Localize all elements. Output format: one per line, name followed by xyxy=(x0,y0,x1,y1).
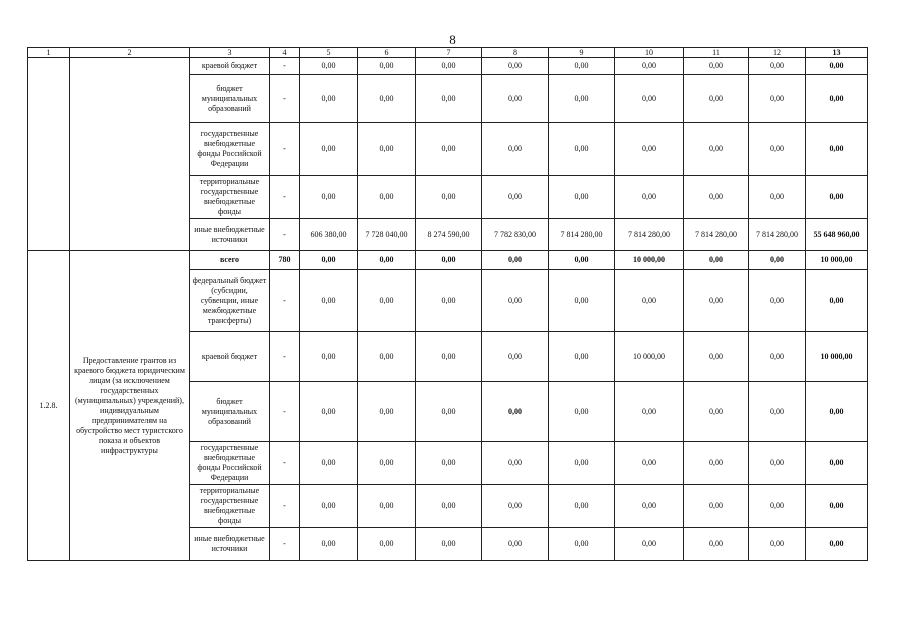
amount-cell: 0,00 xyxy=(549,382,615,442)
funding-source-label: иные внебюджетные источники xyxy=(190,219,270,251)
funding-source-label: территориальные государственные внебюджетные фонды xyxy=(190,485,270,528)
indicator-code-cell: - xyxy=(270,382,300,442)
amount-cell: 0,00 xyxy=(549,251,615,270)
amount-cell: 0,00 xyxy=(358,332,416,382)
page-number: 8 xyxy=(449,32,456,47)
amount-cell: 0,00 xyxy=(416,251,482,270)
indicator-code-cell: - xyxy=(270,442,300,485)
total-cell: 10 000,00 xyxy=(806,332,868,382)
amount-cell: 10 000,00 xyxy=(615,332,684,382)
total-cell: 0,00 xyxy=(806,382,868,442)
column-number: 5 xyxy=(300,48,358,58)
amount-cell: 0,00 xyxy=(300,75,358,123)
total-cell: 0,00 xyxy=(806,176,868,219)
total-cell: 0,00 xyxy=(806,58,868,75)
amount-cell: 0,00 xyxy=(300,485,358,528)
total-cell: 0,00 xyxy=(806,75,868,123)
amount-cell: 0,00 xyxy=(684,528,749,561)
indicator-code-cell: - xyxy=(270,270,300,332)
amount-cell: 0,00 xyxy=(549,270,615,332)
amount-cell: 8 274 590,00 xyxy=(416,219,482,251)
column-number: 6 xyxy=(358,48,416,58)
indicator-code-cell: - xyxy=(270,332,300,382)
amount-cell: 0,00 xyxy=(615,270,684,332)
amount-cell: 0,00 xyxy=(749,176,806,219)
section-code-cell: 1.2.8. xyxy=(28,251,70,561)
column-number: 7 xyxy=(416,48,482,58)
amount-cell: 0,00 xyxy=(300,58,358,75)
amount-cell: 0,00 xyxy=(300,270,358,332)
amount-cell: 0,00 xyxy=(482,58,549,75)
amount-cell: 0,00 xyxy=(416,528,482,561)
funding-source-label: федеральный бюджет (субсидии, субвенции, иные межбюджетные трансферты) xyxy=(190,270,270,332)
amount-cell: 0,00 xyxy=(615,58,684,75)
amount-cell: 0,00 xyxy=(684,382,749,442)
amount-cell: 0,00 xyxy=(684,123,749,176)
amount-cell: 10 000,00 xyxy=(615,251,684,270)
amount-cell: 0,00 xyxy=(684,176,749,219)
amount-cell: 7 814 280,00 xyxy=(615,219,684,251)
amount-cell: 0,00 xyxy=(549,485,615,528)
amount-cell: 0,00 xyxy=(749,332,806,382)
amount-cell: 0,00 xyxy=(300,176,358,219)
amount-cell: 0,00 xyxy=(300,442,358,485)
column-number: 9 xyxy=(549,48,615,58)
amount-cell: 0,00 xyxy=(482,485,549,528)
amount-cell: 0,00 xyxy=(358,58,416,75)
total-cell: 55 648 960,00 xyxy=(806,219,868,251)
amount-cell: 0,00 xyxy=(300,251,358,270)
funding-table xyxy=(27,47,868,561)
amount-cell: 0,00 xyxy=(358,75,416,123)
amount-cell: 0,00 xyxy=(749,442,806,485)
indicator-code-cell: - xyxy=(270,58,300,75)
amount-cell: 0,00 xyxy=(358,485,416,528)
total-cell: 0,00 xyxy=(806,123,868,176)
amount-cell: 0,00 xyxy=(615,75,684,123)
total-cell: 0,00 xyxy=(806,442,868,485)
amount-cell: 0,00 xyxy=(358,382,416,442)
amount-cell: 0,00 xyxy=(358,251,416,270)
amount-cell: 0,00 xyxy=(615,528,684,561)
amount-cell: 0,00 xyxy=(615,123,684,176)
indicator-code-cell: - xyxy=(270,123,300,176)
amount-cell: 0,00 xyxy=(358,270,416,332)
amount-cell: 0,00 xyxy=(482,270,549,332)
amount-cell: 0,00 xyxy=(615,485,684,528)
amount-cell: 0,00 xyxy=(615,176,684,219)
amount-cell: 7 782 830,00 xyxy=(482,219,549,251)
amount-cell: 7 814 280,00 xyxy=(749,219,806,251)
amount-cell: 0,00 xyxy=(358,176,416,219)
amount-cell: 0,00 xyxy=(684,270,749,332)
table-body xyxy=(28,48,868,561)
column-number: 13 xyxy=(806,48,868,58)
funding-source-label: территориальные государственные внебюджетные фонды xyxy=(190,176,270,219)
section-code-cell xyxy=(28,58,70,251)
amount-cell: 0,00 xyxy=(358,528,416,561)
amount-cell: 0,00 xyxy=(615,442,684,485)
amount-cell: 0,00 xyxy=(749,75,806,123)
amount-cell: 0,00 xyxy=(416,442,482,485)
table-row xyxy=(28,251,868,270)
amount-cell: 0,00 xyxy=(549,528,615,561)
column-number: 8 xyxy=(482,48,549,58)
amount-cell: 0,00 xyxy=(358,442,416,485)
amount-cell: 7 814 280,00 xyxy=(549,219,615,251)
amount-cell: 0,00 xyxy=(482,75,549,123)
amount-cell: 7 728 040,00 xyxy=(358,219,416,251)
section-description-cell: Предоставление грантов из краевого бюджета юридическим лицам (за исключением государственных (муниципальных) учреждений), индивидуальным предпринимателям на обустройство мест туристского показа и объектов инфраструктуры xyxy=(70,251,190,561)
amount-cell: 0,00 xyxy=(549,123,615,176)
amount-cell: 0,00 xyxy=(749,270,806,332)
total-cell: 0,00 xyxy=(806,528,868,561)
amount-cell: 0,00 xyxy=(482,251,549,270)
amount-cell: 0,00 xyxy=(300,382,358,442)
column-number: 2 xyxy=(70,48,190,58)
amount-cell: 0,00 xyxy=(416,270,482,332)
funding-source-label: государственные внебюджетные фонды Российской Федерации xyxy=(190,442,270,485)
total-cell: 10 000,00 xyxy=(806,251,868,270)
amount-cell: 0,00 xyxy=(416,485,482,528)
indicator-code-cell: - xyxy=(270,528,300,561)
amount-cell: 0,00 xyxy=(749,382,806,442)
amount-cell: 0,00 xyxy=(684,58,749,75)
amount-cell: 0,00 xyxy=(684,442,749,485)
amount-cell: 0,00 xyxy=(749,485,806,528)
amount-cell: 0,00 xyxy=(416,176,482,219)
amount-cell: 0,00 xyxy=(549,176,615,219)
funding-source-label: краевой бюджет xyxy=(190,58,270,75)
funding-source-label: всего xyxy=(190,251,270,270)
amount-cell: 0,00 xyxy=(684,485,749,528)
indicator-code-cell: - xyxy=(270,219,300,251)
indicator-code-cell: 780 xyxy=(270,251,300,270)
column-number: 12 xyxy=(749,48,806,58)
amount-cell: 0,00 xyxy=(416,58,482,75)
amount-cell: 0,00 xyxy=(549,58,615,75)
funding-source-label: бюджет муниципальных образований xyxy=(190,75,270,123)
column-number: 3 xyxy=(190,48,270,58)
amount-cell: 0,00 xyxy=(549,332,615,382)
funding-source-label: иные внебюджетные источники xyxy=(190,528,270,561)
amount-cell: 0,00 xyxy=(482,528,549,561)
amount-cell: 0,00 xyxy=(615,382,684,442)
amount-cell: 0,00 xyxy=(749,58,806,75)
amount-cell: 0,00 xyxy=(416,382,482,442)
funding-source-label: государственные внебюджетные фонды Российской Федерации xyxy=(190,123,270,176)
amount-cell: 0,00 xyxy=(416,332,482,382)
amount-cell: 0,00 xyxy=(684,75,749,123)
funding-source-label: краевой бюджет xyxy=(190,332,270,382)
amount-cell: 0,00 xyxy=(300,123,358,176)
column-number: 4 xyxy=(270,48,300,58)
amount-cell: 0,00 xyxy=(684,332,749,382)
amount-cell: 0,00 xyxy=(482,442,549,485)
amount-cell: 7 814 280,00 xyxy=(684,219,749,251)
column-number: 10 xyxy=(615,48,684,58)
amount-cell: 0,00 xyxy=(358,123,416,176)
indicator-code-cell: - xyxy=(270,485,300,528)
table-row xyxy=(28,58,868,75)
total-cell: 0,00 xyxy=(806,485,868,528)
funding-source-label: бюджет муниципальных образований xyxy=(190,382,270,442)
amount-cell: 0,00 xyxy=(482,382,549,442)
column-number-row xyxy=(28,48,868,58)
column-number: 1 xyxy=(28,48,70,58)
amount-cell: 0,00 xyxy=(416,123,482,176)
amount-cell: 0,00 xyxy=(300,528,358,561)
amount-cell: 0,00 xyxy=(684,251,749,270)
amount-cell: 0,00 xyxy=(749,123,806,176)
amount-cell: 0,00 xyxy=(482,332,549,382)
amount-cell: 0,00 xyxy=(416,75,482,123)
amount-cell: 0,00 xyxy=(300,332,358,382)
indicator-code-cell: - xyxy=(270,176,300,219)
section-description-cell xyxy=(70,58,190,251)
amount-cell: 0,00 xyxy=(749,528,806,561)
amount-cell: 0,00 xyxy=(482,176,549,219)
total-cell: 0,00 xyxy=(806,270,868,332)
indicator-code-cell: - xyxy=(270,75,300,123)
column-number: 11 xyxy=(684,48,749,58)
amount-cell: 0,00 xyxy=(549,75,615,123)
amount-cell: 0,00 xyxy=(482,123,549,176)
amount-cell: 0,00 xyxy=(549,442,615,485)
amount-cell: 0,00 xyxy=(749,251,806,270)
amount-cell: 606 380,00 xyxy=(300,219,358,251)
